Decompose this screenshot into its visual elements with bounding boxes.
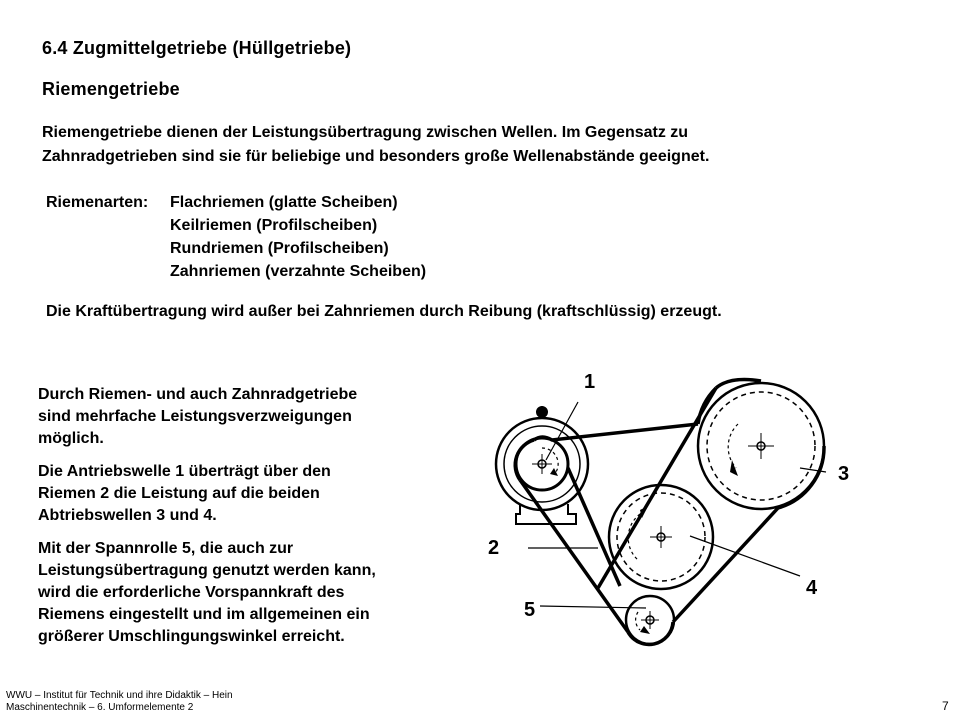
paragraph-drive-shaft [38,461,458,527]
footer [6,690,233,714]
paragraph-line: möglich. [38,430,104,447]
output-pulley-4 [609,485,713,589]
label-2: 2 [488,537,500,559]
belt-type-item: Flachriemen (glatte Scheiben) [170,194,398,211]
belt-types-list [170,191,426,283]
belt-types-label: Riemenarten: [46,194,149,211]
belt-drive-diagram [480,364,880,664]
section-subtitle: Riemengetriebe [42,79,180,99]
intro-line: Riemengetriebe dienen der Leistungsübertragung zwischen Wellen. Im Gegensatz zu [42,124,689,141]
intro-paragraph [42,121,842,169]
belt-type-item: Zahnriemen (verzahnte Scheiben) [170,263,427,280]
intro-line: Zahnradgetrieben sind sie für beliebige und besonders große Wellenabstände geeignet. [42,148,710,165]
page-title: 6.4 Zugmittelgetriebe (Hüllgetriebe) [42,38,352,58]
paragraph-line: sind mehrfache Leistungsverzweigungen [38,408,352,425]
label-4: 4 [806,577,818,599]
paragraph-line: Durch Riemen- und auch Zahnradgetriebe [38,386,358,403]
label-3: 3 [838,463,850,485]
belt-type-item: Rundriemen (Profilscheiben) [170,240,389,257]
paragraph-line: Riemens eingestellt und im allgemeinen ein [38,606,370,623]
paragraph-line: Die Antriebswelle 1 überträgt über den [38,463,331,480]
force-transmission-text: Die Kraftübertragung wird außer bei Zahnriemen durch Reibung (kraftschlüssig) erzeugt. [46,303,722,320]
paragraph-line: Riemen 2 die Leistung auf die beiden [38,485,320,502]
label-1: 1 [584,371,596,393]
paragraph-line: Leistungsübertragung genutzt werden kann, [38,562,376,579]
belt-type-item: Keilriemen (Profilscheiben) [170,217,378,234]
paragraph-line: Mit der Spannrolle 5, die auch zur [38,540,294,557]
paragraph-line: Abtriebswellen 3 und 4. [38,507,217,524]
paragraph-line: wird die erforderliche Vorspannkraft des [38,584,345,601]
footer-institute: WWU – Institut für Technik und ihre Didaktik – Hein [6,690,233,701]
footer-course: Maschinentechnik – 6. Umformelemente 2 [6,702,194,713]
paragraph-branching [38,384,458,450]
paragraph-line: größerer Umschlingungswinkel erreicht. [38,628,345,645]
page-number: 7 [942,699,949,713]
paragraph-tension-pulley [38,538,458,648]
label-5: 5 [524,599,536,621]
